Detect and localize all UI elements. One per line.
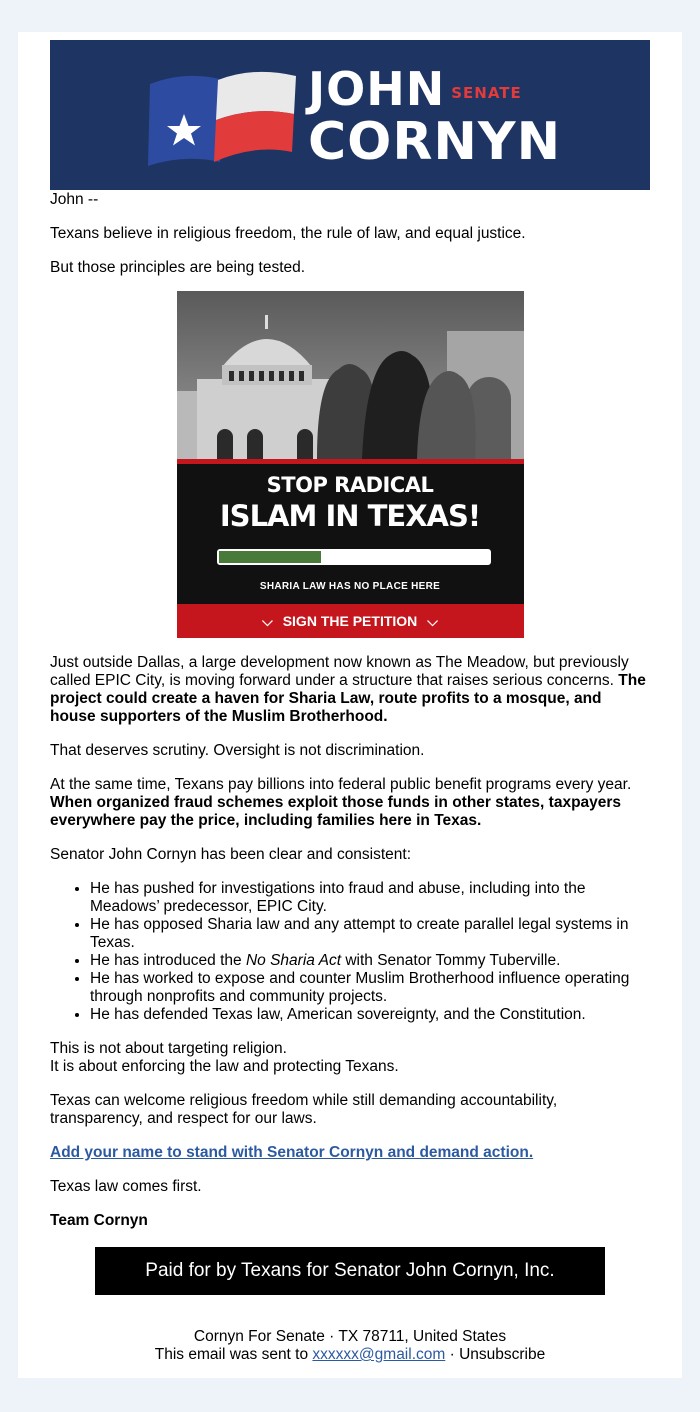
chevron-down-icon: ⌵ — [262, 613, 273, 629]
petition-progress-fill — [219, 551, 322, 563]
paragraph-6: Senator John Cornyn has been clear and consistent: — [50, 846, 412, 863]
paragraph-1: Texans believe in religious freedom, the rule of law, and equal justice. — [50, 225, 526, 242]
paragraph-7 — [50, 1040, 650, 1076]
paragraph-5-bold: When organized fraud schemes exploit those funds in other states, taxpayers everywhere pay the price, including families here in Texas. — [50, 794, 622, 829]
add-your-name-link[interactable]: Add your name to stand with Senator Cornyn and demand action. — [50, 1144, 534, 1161]
promo-photo — [177, 291, 524, 459]
chevron-down-icon: ⌵ — [427, 613, 438, 629]
paragraph-5 — [50, 776, 650, 830]
greeting: John -- — [50, 191, 99, 208]
header-banner — [50, 40, 650, 190]
paragraph-8: Texas can welcome religious freedom while still demanding accountability, transparency, and respect for our laws. — [50, 1092, 558, 1127]
footer-sent-prefix: This email was sent to — [154, 1346, 313, 1363]
banner-senate: SENATE — [451, 84, 522, 102]
list-item: • He has pushed for investigations into fraud and abuse, including into the Meadows’ predecessor, EPIC City. — [90, 880, 650, 916]
accomplishments-list — [50, 880, 650, 1024]
no-sharia-act: No Sharia Act — [245, 952, 342, 969]
paragraph-7-line-1: This is not about targeting religion. — [50, 1040, 287, 1057]
paragraph-5-text: At the same time, Texans pay billions into federal public benefit programs every year. — [50, 776, 632, 793]
texas-flag-logo — [146, 62, 296, 170]
promo-headline-2: ISLAM IN TEXAS! — [219, 499, 481, 533]
paragraph-3 — [50, 654, 650, 726]
paragraph-7-line-2: It is about enforcing the law and protecting Texans. — [50, 1058, 399, 1075]
email-footer — [50, 1328, 650, 1364]
list-item-text: He has introduced the — [90, 952, 246, 969]
unsubscribe-link[interactable]: Unsubscribe — [459, 1346, 546, 1363]
sign-petition-button[interactable] — [177, 604, 524, 638]
signature: Team Cornyn — [50, 1212, 148, 1229]
paragraph-3-text: Just outside Dallas, a large development now known as The Meadow, but previously called EPIC City, is moving forward under a structure that raises serious concerns. — [50, 654, 629, 689]
promo-tagline: SHARIA LAW HAS NO PLACE HERE — [259, 581, 441, 592]
paragraph-3-bold: The project could create a haven for Sharia Law, route profits to a mosque, and house supporters of the Muslim Brotherhood. — [50, 672, 646, 725]
recipient-email-link[interactable]: xxxxxx@gmail.com — [312, 1346, 446, 1363]
list-item: • He has defended Texas law, American sovereignty, and the Constitution. — [90, 1006, 650, 1024]
banner-cornyn: CORNYN — [308, 112, 562, 172]
list-item-text: with Senator Tommy Tuberville. — [341, 952, 561, 969]
email-content — [50, 40, 650, 1364]
sign-petition-label: SIGN THE PETITION — [282, 613, 418, 629]
paragraph-4: That deserves scrutiny. Oversight is not discrimination. — [50, 742, 425, 759]
banner-john: JOHN — [308, 62, 446, 116]
promo-headline-1: STOP RADICAL — [266, 473, 434, 497]
paragraph-9: Texas law comes first. — [50, 1178, 202, 1195]
list-item — [90, 952, 650, 970]
footer-sent-to — [50, 1346, 650, 1364]
list-item: • He has worked to expose and counter Muslim Brotherhood influence operating through nonprofits and community projects. — [90, 970, 650, 1006]
paragraph-2: But those principles are being tested. — [50, 259, 306, 276]
footer-address: Cornyn For Senate · TX 78711, United States — [193, 1328, 507, 1345]
banner-wordmark — [308, 62, 562, 172]
email-card — [18, 32, 682, 1378]
footer-separator: · — [445, 1346, 460, 1363]
petition-promo-image[interactable] — [177, 291, 524, 638]
list-item: • He has opposed Sharia law and any attempt to create parallel legal systems in Texas. — [90, 916, 650, 952]
paid-for-disclaimer: Paid for by Texans for Senator John Cornyn, Inc. — [95, 1247, 605, 1295]
petition-progress-bar — [217, 549, 491, 565]
